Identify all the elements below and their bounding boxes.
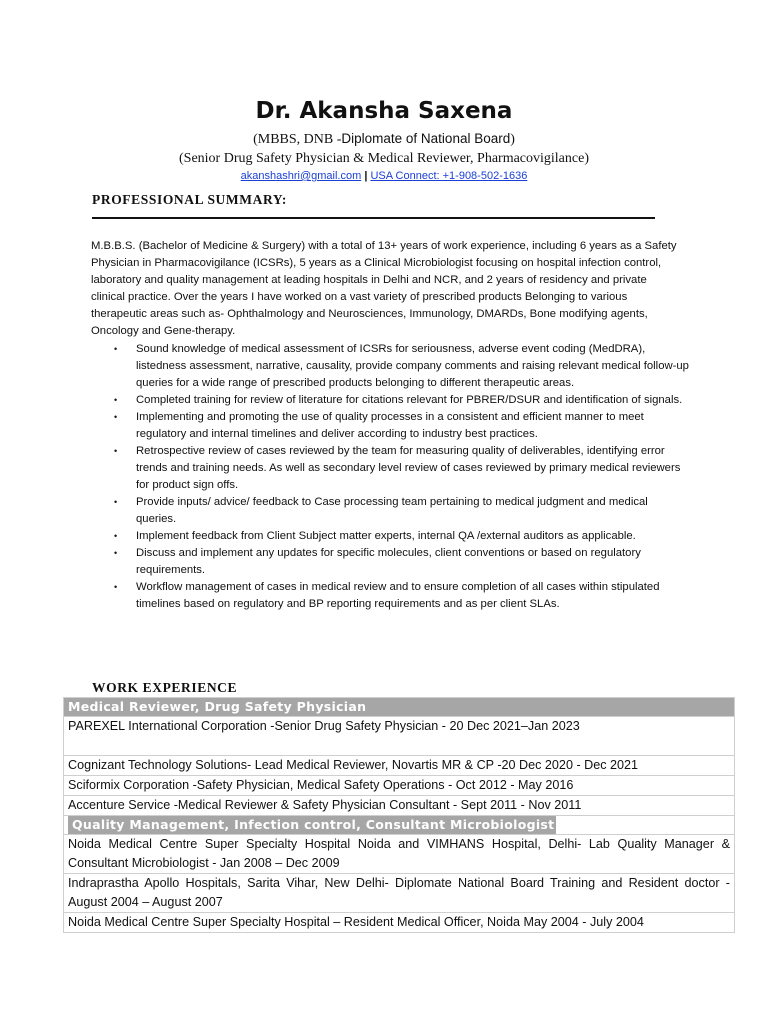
table-row: Noida Medical Centre Super Specialty Hospital Noida and VIMHANS Hospital, Delhi- Lab Quality Manager & Consultant Microbiologist - Jan 2008 – Dec 2009 <box>64 835 735 874</box>
work-experience-table <box>63 697 735 933</box>
role-subtitle: (Senior Drug Safety Physician & Medical Reviewer, Pharmacovigilance) <box>179 151 589 166</box>
list-item <box>91 409 691 443</box>
bullet-icon: • <box>114 446 118 456</box>
table-row: Accenture Service -Medical Reviewer & Safety Physician Consultant - Sept 2011 - Nov 2011 <box>64 796 735 816</box>
summary-paragraph: M.B.B.S. (Bachelor of Medicine & Surgery) with a total of 13+ years of work experience, including 6 years as a Safety Physician in Pharmacovigilance (ICSRs), 5 years as a Clinical Microbiologist focusing on hospital infection control, laboratory and quality management at leading hospitals in Delhi and NCR, and 2 years of residency and private clinical practice. Over the years I have worked on a vast variety of prescribed products Belonging to various therapeutic areas such as- Ophthalmology and Neurosciences, Immunology, DMARDs, Bone modifying agents, Oncology and Gene-therapy. <box>91 240 677 337</box>
section-divider <box>92 217 655 219</box>
table-row: PAREXEL International Corporation -Senior Drug Safety Physician - 20 Dec 2021–Jan 2023 <box>64 717 735 756</box>
bullet-text: Sound knowledge of medical assessment of ICSRs for seriousness, adverse event coding (MedDRA), listedness assessment, narrative, causality, provide company comments and raising relevant medical follow-up queries for a wide range of prescribed products belonging to different therapeutic areas. <box>136 343 689 389</box>
bullet-text: Discuss and implement any updates for specific molecules, client conventions or based on regulatory requirements. <box>136 547 641 576</box>
email-link[interactable]: akanshashri@gmail.com <box>240 170 362 182</box>
bullet-text: Completed training for review of literature for citations relevant for PBRER/DSUR and identification of signals. <box>136 394 683 406</box>
contact-separator: | <box>364 170 368 182</box>
table-row: Noida Medical Centre Super Specialty Hospital – Resident Medical Officer, Noida May 2004 - July 2004 <box>64 913 735 933</box>
list-item <box>91 545 691 579</box>
credentials <box>0 131 768 148</box>
section-header-drug-safety: Medical Reviewer, Drug Safety Physician <box>64 698 735 717</box>
bullet-text: Workflow management of cases in medical review and to ensure completion of all cases within stipulated timelines based on regulatory and BP reporting requirements and as per client SLAs. <box>136 581 660 610</box>
bullet-icon: • <box>114 548 118 558</box>
bullet-icon: • <box>114 582 118 592</box>
bullet-icon: • <box>114 412 118 422</box>
list-item <box>91 528 691 545</box>
phone-link[interactable]: USA Connect: +1-908-502-1636 <box>370 170 528 182</box>
work-experience-title: WORK EXPERIENCE <box>92 680 238 695</box>
section-header-quality <box>64 816 735 835</box>
bullet-text: Implementing and promoting the use of quality processes in a consistent and efficient manner to meet regulatory and internal timelines and deliver according to industry best practices. <box>136 411 644 440</box>
credentials-board: Diplomate of National Board <box>341 131 511 146</box>
table-row: Cognizant Technology Solutions- Lead Medical Reviewer, Novartis MR & CP -20 Dec 2020 - Dec 2021 <box>64 756 735 776</box>
bullet-icon: • <box>114 497 118 507</box>
section-header-quality-label: Quality Management, Infection control, Consultant Microbiologist <box>68 816 556 834</box>
table-row: Sciformix Corporation -Safety Physician, Medical Safety Operations - Oct 2012 - May 2016 <box>64 776 735 796</box>
list-item <box>91 341 691 392</box>
list-item <box>91 443 691 494</box>
table-row: Indraprastha Apollo Hospitals, Sarita Vihar, New Delhi- Diplomate National Board Training and Resident doctor - August 2004 – August 2007 <box>64 874 735 913</box>
summary-bullet-list <box>91 341 691 613</box>
list-item <box>91 392 691 409</box>
list-item <box>91 579 691 613</box>
bullet-icon: • <box>114 531 118 541</box>
list-item <box>91 494 691 528</box>
credentials-close: ) <box>510 132 515 147</box>
credentials-open: (MBBS, DNB - <box>253 132 342 147</box>
bullet-icon: • <box>114 344 118 354</box>
contact-line <box>0 170 768 182</box>
bullet-text: Provide inputs/ advice/ feedback to Case processing team pertaining to medical judgment and medical queries. <box>136 496 648 525</box>
bullet-text: Retrospective review of cases reviewed by the team for measuring quality of deliverables, identifying error trends and training needs. As well as secondary level review of cases reviewed by primary medical reviewers for product sign offs. <box>136 445 681 491</box>
bullet-icon: • <box>114 395 118 405</box>
candidate-name: Dr. Akansha Saxena <box>255 98 513 124</box>
bullet-text: Implement feedback from Client Subject matter experts, internal QA /external auditors as applicable. <box>136 530 636 542</box>
summary-title: PROFESSIONAL SUMMARY: <box>92 192 288 207</box>
